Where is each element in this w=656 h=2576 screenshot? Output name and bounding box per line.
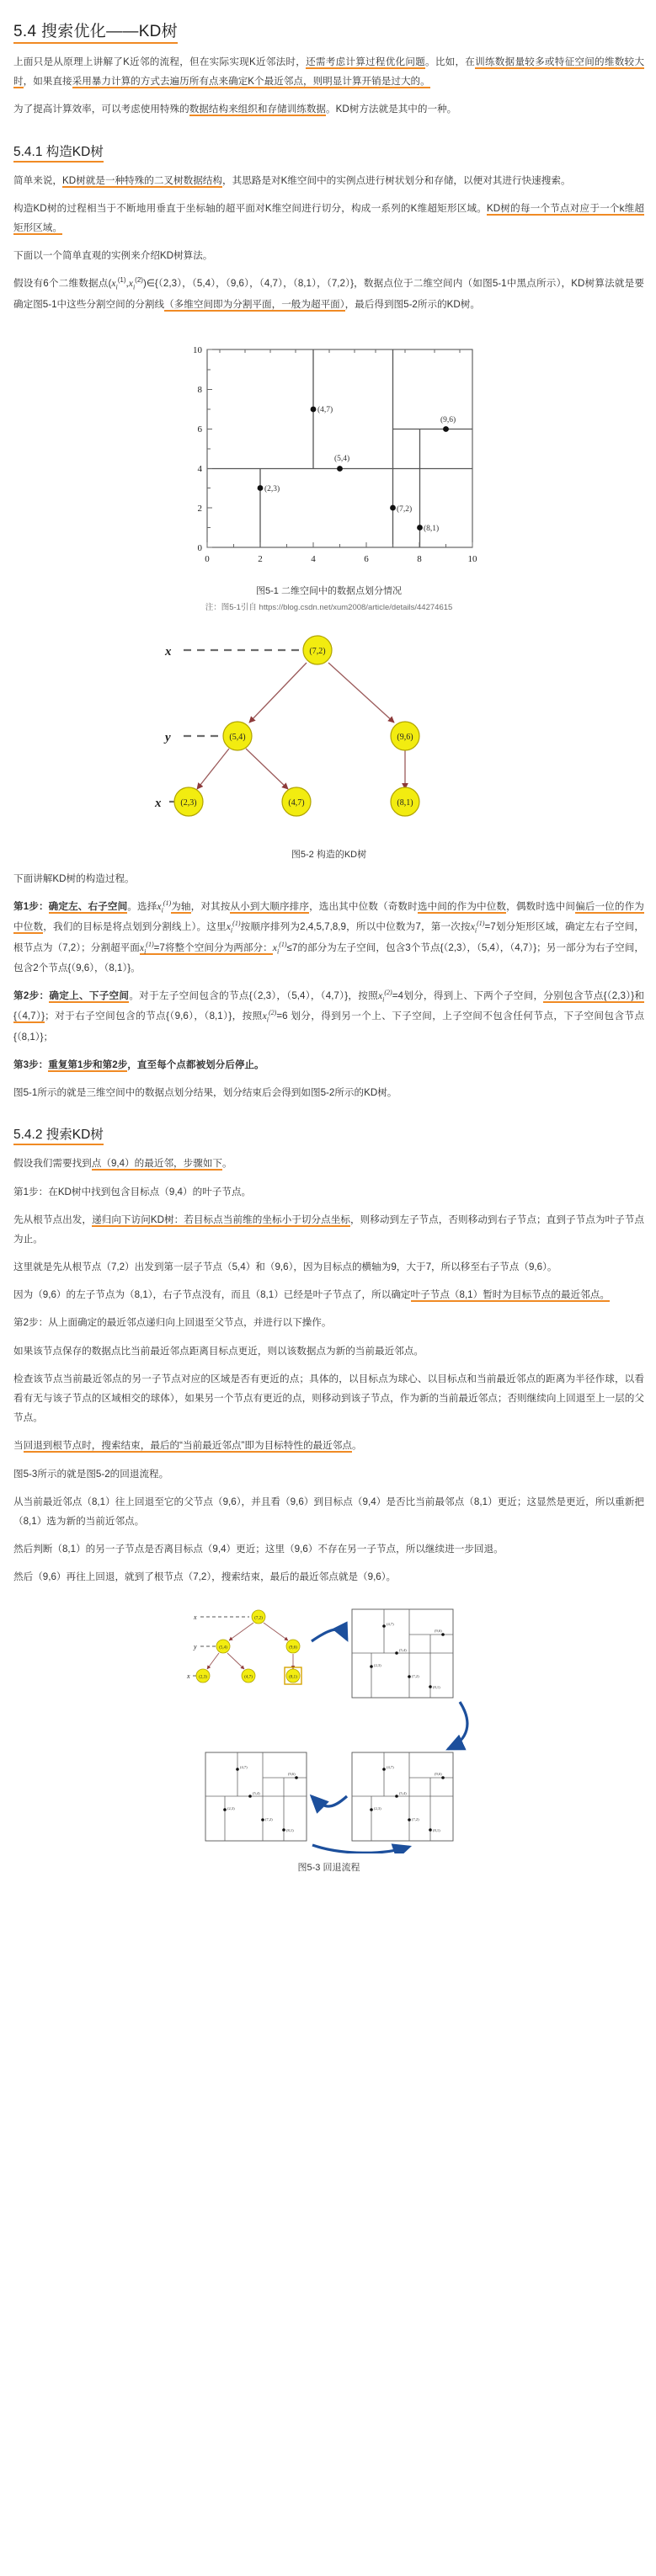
text-run: 当前最邻点（8,1）更近；这显然是更近，所以重新把（8,1）选为新的当前近邻点。: [13, 1496, 644, 1527]
figure-5-3: [13, 1601, 644, 1853]
panel1-node-8-1-label: (8,1): [288, 1675, 297, 1679]
highlight-run: 重复第1步和第2步: [48, 1059, 128, 1070]
text-run: 先从根节点出发，: [13, 1213, 93, 1225]
node-8-1-label: (8,1): [396, 797, 413, 808]
text-run: ≤7的部分: [286, 941, 328, 953]
paren-open: (: [108, 278, 112, 290]
comma: ,: [125, 278, 129, 290]
text-run: ，则移动到左子: [350, 1213, 419, 1225]
highlight-run: 有点来确定K个最近邻点，则明显计算开销是过大的。: [199, 76, 430, 88]
highlight-run: 叶子节点（8,1）暂时为目标节点的最近邻点。: [410, 1289, 610, 1301]
page-title-text: 5.4 搜索优化——KD树: [13, 19, 178, 44]
highlight-run: 数据结构来组织和存储训练数据: [189, 104, 327, 115]
edge-root-left: [249, 663, 307, 723]
paragraph-541-3: [13, 246, 644, 265]
paren-close: ): [142, 278, 147, 290]
highlight-run: （多维空间即为分割平面，一般为超平面）: [164, 298, 345, 310]
paragraph-intro-2: [13, 99, 644, 119]
paragraph-542-9: [13, 1492, 644, 1531]
highlight-run: 分别包含节点{（2,3）}和{（4,7）}: [13, 990, 645, 1022]
highlight-run: 点（9,4）的最近邻，步骤如下: [91, 1158, 223, 1170]
svg-text:10: 10: [467, 553, 477, 564]
text-run: 为了提高计算效率，可以考虑使用特殊的: [13, 104, 189, 115]
highlight-run: 偏后一位的作为中位数: [13, 901, 644, 933]
svg-text:2: 2: [197, 503, 202, 514]
paragraph-542-8: [13, 1464, 644, 1484]
step-2-label: 第2步：: [13, 990, 50, 1002]
panel1-node-9-6-label: (9,6): [288, 1645, 297, 1650]
panel1-node-7-2-label: (7,2): [253, 1616, 263, 1620]
paragraph-542-4: [13, 1285, 644, 1304]
edge-root-right: [328, 663, 394, 723]
panel1-label-y: y: [193, 1642, 197, 1651]
highlight-run: 确定左、右子空间: [48, 901, 128, 912]
svg-text:6: 6: [363, 553, 369, 564]
var-sub: i: [132, 283, 136, 291]
highlight-run: 题: [415, 56, 425, 67]
var-xi2-b: $x_i^{(2)}$: [262, 1009, 277, 1024]
step-3-label: 第3步：: [13, 1059, 49, 1070]
text-run: 假设我们需要找到: [13, 1158, 92, 1170]
paragraph-542-7: [13, 1436, 644, 1455]
paragraph-step-3: [13, 1055, 644, 1075]
svg-text:(5,4): (5,4): [252, 1790, 260, 1795]
text-run: 。: [222, 1158, 232, 1170]
text-run: ，其思路是对K维空间中的实例点进行树状划分: [222, 174, 424, 186]
text-run: 第1步：在KD树中找到包含目标点（9,4）的叶子节点。: [13, 1186, 252, 1197]
point-5-4: [337, 466, 343, 472]
text-run: 下子空间包含节点{（8,1）}；: [13, 1011, 644, 1043]
paragraph-542-3: [13, 1257, 644, 1277]
text-run: 第2步：从上面确定的最近邻点递归向上回退至父节点，并进行以下操作。: [13, 1317, 332, 1329]
highlight-run: 切分点坐标: [301, 1213, 351, 1225]
text-run: 检查该节点当前最近邻点的另一子节点对应的区域是否有更近的点；具体的，以目标点为球心、: [13, 1373, 428, 1384]
panel1-label-x: x: [193, 1613, 197, 1621]
label-4-7: (4,7): [317, 405, 333, 414]
svg-text:(5,4): (5,4): [398, 1647, 407, 1652]
step-1-label: 第1步：: [13, 901, 49, 912]
text-run: 这里就是先从根节点（7,2）出发到第一层子节点（5,4）和（9,6），因为目标点的横轴为9，大: [13, 1261, 416, 1273]
var-xi1-b: $x_i^{(1)}$: [226, 920, 241, 935]
point-8-1: [417, 525, 423, 531]
flow-arrow-2: [448, 1702, 467, 1749]
flow-arrow-4: [312, 1845, 409, 1853]
paragraph-step-1: [13, 897, 644, 978]
text-run: 上）。这里: [181, 921, 227, 933]
text-run: 以目标点和当前最近邻点的距离为半径作球，以看看有无与该子节点的区域相交的球体），如果另一: [13, 1373, 644, 1404]
svg-text:4: 4: [197, 463, 202, 474]
text-run: 划分，得到上、下两个子空间，: [403, 990, 544, 1002]
figure-5-1-source-note: 注：图5-1引自 https://blog.csdn.net/xum2008/article/details/44274615: [205, 602, 453, 612]
text-run: 简单来说，: [13, 174, 62, 186]
var-xi2-a: $x_i^{(2)}$: [377, 989, 392, 1004]
paragraph-542-1: [13, 1154, 644, 1173]
text-run: 为左子空间，包含3个节点{（2,3），（5,4），（4,7）}；另一部分为右子空间，包含2个节点: [13, 941, 644, 973]
var-sub: i: [115, 283, 118, 291]
text-run: ，直至每个点都被划分后停止。: [127, 1059, 264, 1070]
svg-text:0: 0: [204, 553, 210, 564]
text-run: 节点，否则移动到右子节点；直到子节点为叶子节点为止。: [13, 1213, 644, 1245]
text-run: =7划分矩形区域，确: [484, 921, 575, 933]
svg-text:2: 2: [257, 553, 263, 564]
text-run: 下面讲解KD树的构造过程。: [13, 872, 135, 884]
node-5-4-label: (5,4): [228, 732, 246, 742]
var-xi1: $x_i^{(1)}$: [157, 899, 172, 915]
svg-text:(9,6): (9,6): [434, 1628, 442, 1633]
plot-frame: [207, 349, 472, 547]
text-run: 图5-1所示的就是三维空间中的数据点划分结果，划分结束后会得到如图5-2所示的KD树。: [13, 1087, 397, 1099]
panel1-label-x2: x: [186, 1672, 190, 1680]
text-run: 。选择: [127, 901, 157, 912]
figure-5-3-caption: 图5-3 回退流程: [297, 1862, 360, 1873]
var-x: x: [111, 278, 116, 290]
flow-arrow-3: [312, 1796, 347, 1806]
text-run: 于7，所以移至右子节点（9,6）。: [415, 1261, 557, 1273]
svg-text:6: 6: [197, 424, 202, 435]
var-xi1-e: $x_i^{(1)}$: [272, 940, 287, 955]
svg-text:(8,1): (8,1): [285, 1827, 294, 1832]
figure-5-3-svg: [131, 1601, 527, 1853]
text-run: 超矩形区域。: [427, 202, 488, 214]
svg-text:(5,4): (5,4): [398, 1790, 407, 1795]
text-run: ，如果直接: [23, 76, 72, 88]
panel1-edge-2: [264, 1623, 288, 1640]
svg-text:(7,2): (7,2): [411, 1816, 419, 1821]
text-run: ，最后得到图5-2所示的KD树。: [344, 298, 480, 310]
text-run: 。比如，在: [425, 56, 476, 67]
node-7-2-label: (7,2): [308, 646, 326, 656]
panel1-node-4-7-label: (4,7): [243, 1675, 253, 1679]
text-run: 以继续进一步回退。: [415, 1544, 504, 1555]
text-run: 图5-3所示的就是图5-2的回退流程。: [13, 1468, 169, 1480]
svg-text:(7,2): (7,2): [264, 1816, 273, 1821]
level-label-y: y: [164, 730, 171, 744]
section-heading-541: [13, 141, 644, 163]
paragraph-541-4: [13, 274, 644, 314]
svg-text:(8,1): (8,1): [432, 1684, 440, 1689]
panel-bottom-left: [205, 1752, 307, 1841]
svg-text:0: 0: [197, 542, 202, 553]
text-run: 节点。: [13, 1412, 43, 1424]
paragraph-542-10: [13, 1539, 644, 1559]
text-run: 上面只是从原理上讲解了K近邻的流程，但在实际实现K近邻法时，: [13, 56, 307, 67]
text-run: 。: [351, 1440, 362, 1452]
figure-5-1-svg: [161, 324, 498, 577]
point-9-6: [443, 426, 449, 432]
paragraph-542-11: [13, 1567, 644, 1587]
svg-text:(7,2): (7,2): [411, 1673, 419, 1678]
text-run: 如果该节点保存的数据点比当前最近邻点距离目标点更近，则以该数据点为新的当前最近邻点。: [13, 1345, 424, 1357]
text-run: 。KD树方法就是其中: [326, 104, 418, 115]
highlight-run: 为轴: [171, 901, 191, 912]
point-4-7: [310, 406, 316, 412]
text-run: {（9,6），（8,1）}。: [67, 962, 141, 973]
highlight-run: 回退到根节点时，搜索结束，最后的“当前最近邻点”即为目标特性的最近邻点: [23, 1440, 352, 1452]
text-run: 定左右子空间，根节点为（7,2）；分割超平面: [13, 921, 644, 953]
svg-text:(2,3): (2,3): [373, 1805, 381, 1811]
paragraph-541-1: [13, 171, 644, 190]
node-2-3-label: (2,3): [179, 797, 197, 808]
node-4-7-label: (4,7): [287, 797, 305, 808]
figure-5-1-caption: 图5-1 二维空间中的数据点划分情况: [256, 585, 402, 596]
var-sup: (1): [117, 276, 126, 285]
highlight-run: KD树的每一个节点对应于一个k维超矩形区域。: [13, 202, 644, 233]
panel1-node-5-4-label: (5,4): [218, 1645, 227, 1650]
var-xi1-d: $x_i^{(1)}$: [139, 940, 154, 955]
document-page: [0, 19, 656, 1874]
highlight-run: =7将整个空间分为两部分：: [153, 941, 273, 953]
svg-text:(4,7): (4,7): [239, 1764, 248, 1769]
text-run: =6 划分，得到另一个上、下子空间，上子空间不包含任何节点，: [276, 1011, 564, 1022]
panel-bottom-right: [352, 1752, 453, 1841]
var-sup: (2): [135, 276, 143, 285]
point-7-2: [390, 504, 396, 510]
formula-xi-pair: [109, 278, 147, 289]
text-run: 从当前最近邻点（8,1）往上回退至它的父节点（9,6），并且看（9,6）到目标点（9,4）是否比: [13, 1496, 416, 1507]
flow-arrow-1: [312, 1629, 347, 1641]
label-7-2: (7,2): [396, 504, 412, 514]
text-run: 因为（9,6）的左子节点为（8,1），右子节点没有，而且（8,1）已经是叶子节点了，所以确定: [13, 1289, 411, 1301]
text-run: 然后（9,6）再往上回退，就到了根节点（7,2），搜索结束，最后的最近邻点就是（9,6）。: [13, 1571, 397, 1583]
svg-text:4: 4: [310, 553, 316, 564]
highlight-run: 选中间的作为中位数: [417, 901, 507, 912]
paragraph-search-step-2: [13, 1313, 644, 1332]
paragraph-step-2: [13, 986, 644, 1047]
highlight-run: KD树就是一种特殊的二叉树数据结构: [61, 174, 222, 186]
section-heading-542-text: 5.4.2 搜索KD树: [13, 1124, 104, 1145]
label-9-6: (9,6): [440, 415, 456, 424]
section-heading-541-text: 5.4.1 构造KD树: [13, 141, 104, 163]
level-label-x-root: x: [164, 644, 171, 659]
text-run: 构造KD树的过程相当于不断地用垂直于坐标轴的超平面对K维空间进行切分，构成一系列的K维: [13, 202, 428, 214]
label-5-4: (5,4): [333, 454, 349, 463]
x-tick-labels: [205, 554, 477, 564]
section-heading-542: [13, 1124, 644, 1145]
var-x: x: [128, 278, 133, 290]
panel1-edge-4: [227, 1653, 244, 1669]
svg-text:8: 8: [197, 384, 202, 395]
text-run: 下面以一个简单直观的实例来介绍KD树算法。: [13, 250, 213, 262]
paragraph-intro-1: [13, 52, 644, 91]
figure-5-2-svg: [131, 626, 527, 840]
svg-text:10: 10: [192, 344, 202, 355]
highlight-run: 从小到大顺序排序: [230, 901, 310, 912]
point-2-3: [257, 485, 263, 491]
text-run: ，选出其中位数（奇数时: [309, 901, 418, 912]
paragraph-542-2: [13, 1210, 644, 1249]
var-xi1-c: $x_i^{(1)}$: [470, 920, 485, 935]
svg-text:(2,3): (2,3): [373, 1662, 381, 1667]
text-run: ；对于右子空间包含的节点: [45, 1011, 167, 1022]
text-run: 假设有6个二维数据点: [13, 278, 109, 290]
text-run: 和存储，以便对其进行快速搜索。: [424, 174, 571, 186]
text-run: ，偶数时选中间: [506, 901, 576, 912]
edge-54-left: [197, 749, 229, 789]
paragraph-construct-intro: [13, 869, 644, 888]
level-label-x-leaf: x: [154, 796, 161, 810]
highlight-run: 采用暴力计算的方式去遍历所: [72, 76, 200, 88]
highlight-run: 递归向下访问KD树：若目标点当前维的坐标小于: [92, 1213, 301, 1225]
paragraph-construct-summary: [13, 1083, 644, 1102]
text-run: 按顺序排列为2,4,5,7,8,9，所以中位数为7，第一次按: [240, 921, 471, 933]
node-9-6-label: (9,6): [396, 732, 413, 742]
text-run: 。对于左子空间包含的节点{（2,3），（5,4），（4,7）}，按照: [129, 990, 378, 1002]
text-run: 当: [13, 1440, 24, 1452]
label-8-1: (8,1): [423, 524, 439, 533]
y-tick-labels: [193, 345, 203, 553]
highlight-run: 确定上、下子空间: [49, 990, 130, 1002]
panel-top-left: [186, 1610, 301, 1684]
page-title: [13, 19, 644, 44]
text-run: 的一种。: [417, 104, 457, 115]
text-run: 然后判断（8,1）的另一子节点是否离目标点（9,4）更近；这里（9,6）不存在另一子节点，所: [13, 1544, 416, 1555]
panel-top-right: [352, 1609, 453, 1698]
highlight-run: 还需考虑计算过程优化问: [306, 56, 416, 67]
text-run: 位于二维空间内（如图5-1中黑点所示），KD树算法就是要确定图5-1中这些分割空间的分割线: [13, 278, 644, 310]
paragraph-542-5: [13, 1341, 644, 1361]
text-run: ，对其按: [190, 901, 231, 912]
figure-5-2-caption: 图5-2 构造的KD树: [291, 849, 367, 860]
text-run: ，我们的目标是将点划到分割线: [43, 921, 182, 933]
svg-text:8: 8: [416, 553, 422, 564]
panel1-edge-3: [207, 1653, 219, 1669]
text-run: =4: [392, 990, 403, 1002]
tree-nodes: [174, 636, 419, 816]
label-2-3: (2,3): [264, 484, 280, 493]
edge-54-right: [246, 749, 288, 789]
panel1-node-2-3-label: (2,3): [198, 1675, 207, 1679]
figure-5-1: [13, 324, 644, 577]
highlight-run: 训练数据量较多或特征空间的维数较大时: [13, 56, 644, 88]
text-run: 个节点有更近的点，则移动到该子节点，作为新的当前最近邻点；否则继续向上回退至上一层的父: [223, 1393, 645, 1404]
paragraph-541-2: [13, 199, 644, 237]
svg-text:(4,7): (4,7): [386, 1621, 394, 1626]
svg-text:(8,1): (8,1): [432, 1827, 440, 1832]
figure-5-2: [13, 626, 644, 840]
svg-text:(9,6): (9,6): [434, 1771, 442, 1776]
text-run: ∈{（2,3），（5,4），（9,6），（4,7），（8,1），（7,2）}，数据点: [146, 278, 394, 290]
paragraph-search-step-1: [13, 1182, 644, 1202]
panel1-edge-1: [229, 1623, 253, 1640]
text-run: {（9,6），（8,1）}，按照: [166, 1011, 263, 1022]
svg-text:(2,3): (2,3): [227, 1805, 235, 1811]
svg-text:(9,6): (9,6): [287, 1771, 296, 1776]
svg-text:(4,7): (4,7): [386, 1764, 394, 1769]
paragraph-542-6: [13, 1369, 644, 1428]
